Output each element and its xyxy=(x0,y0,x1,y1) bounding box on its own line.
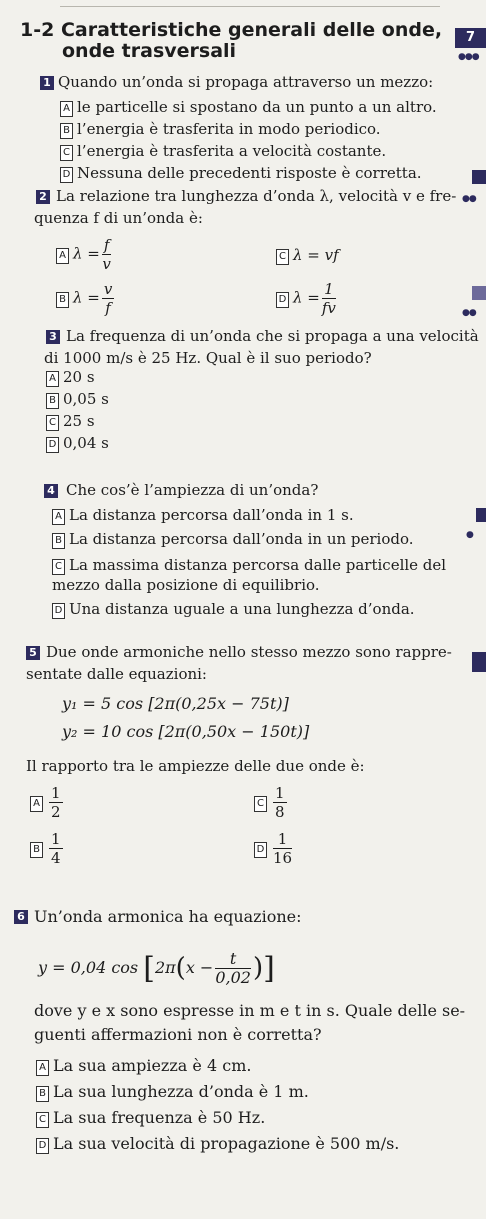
option-a[interactable]: A La sua ampiezza è 4 cm. xyxy=(36,1056,251,1076)
option-d[interactable]: D $\frac{1}{16}$ xyxy=(254,830,294,867)
question-stem: Il rapporto tra le ampiezze delle due onde è: xyxy=(26,757,365,775)
option-c[interactable]: C La sua frequenza è 50 Hz. xyxy=(36,1108,265,1128)
question-stem: Quando un’onda si propaga attraverso un mezzo: xyxy=(58,73,434,91)
question-number: 4 xyxy=(44,484,58,498)
option-b[interactable]: B La distanza percorsa dall’onda in un periodo. xyxy=(52,530,414,549)
question-number: 6 xyxy=(14,910,28,924)
option-c[interactable]: C l’energia è trasferita a velocità costante. xyxy=(60,142,386,161)
side-tab xyxy=(472,170,486,184)
option-c[interactable]: C 25 s xyxy=(46,412,95,431)
question-number: 5 xyxy=(26,646,40,660)
question-stem: La frequenza di un’onda che si propaga a una velocità xyxy=(66,327,479,345)
option-c[interactable]: C λ = vf xyxy=(276,246,339,265)
question-number: 3 xyxy=(46,330,60,344)
option-d[interactable]: D Una distanza uguale a una lunghezza d’onda. xyxy=(52,600,415,619)
dots-icon: ●●● xyxy=(458,52,479,62)
option-a[interactable]: A La distanza percorsa dall’onda in 1 s. xyxy=(52,506,354,525)
question-stem: dove y e x sono espresse in m e t in s. Quale delle se- xyxy=(34,1001,466,1020)
option-b[interactable]: B λ = $\frac{v}{f}$ xyxy=(56,280,116,317)
page-number-badge: 7 xyxy=(455,28,486,48)
option-d[interactable]: D 0,04 s xyxy=(46,434,109,453)
side-tab xyxy=(472,652,486,672)
option-b[interactable]: B l’energia è trasferita in modo periodico. xyxy=(60,120,381,139)
question-stem: quenza f di un’onda è: xyxy=(34,209,203,227)
question-stem: Un’onda armonica ha equazione: xyxy=(34,907,302,926)
option-a[interactable]: A $\frac{1}{2}$ xyxy=(30,784,65,821)
option-d[interactable]: D La sua velocità di propagazione è 500 m/s. xyxy=(36,1134,399,1154)
side-tab xyxy=(472,286,486,300)
dots-icon: ●● xyxy=(462,194,476,204)
option-c-continued: mezzo dalla posizione di equilibrio. xyxy=(52,576,320,594)
question-stem: La relazione tra lunghezza d’onda λ, velocità v e fre- xyxy=(56,187,457,205)
option-c[interactable]: C La massima distanza percorsa dalle particelle del xyxy=(52,556,446,575)
question-stem: Due onde armoniche nello stesso mezzo sono rappre- xyxy=(46,643,452,661)
question-stem: Che cos’è l’ampiezza di un’onda? xyxy=(66,481,319,499)
question-stem: guenti affermazioni non è corretta? xyxy=(34,1025,322,1044)
dots-icon: ●● xyxy=(462,308,476,318)
equation-y1: y₁ = 5 cos [2π(0,25x − 75t)] xyxy=(62,694,289,713)
option-d[interactable]: D Nessuna delle precedenti risposte è corretta. xyxy=(60,164,422,183)
equation-y2: y₂ = 10 cos [2π(0,50x − 150t)] xyxy=(62,722,310,741)
side-tab xyxy=(476,508,486,522)
option-b[interactable]: B $\frac{1}{4}$ xyxy=(30,830,65,867)
section-title: 1-2 Caratteristiche generali delle onde, onde trasversali xyxy=(20,19,443,62)
option-a[interactable]: A λ = $\frac{f}{v}$ xyxy=(56,236,113,273)
top-rule xyxy=(60,6,440,7)
option-a[interactable]: A le particelle si spostano da un punto a un altro. xyxy=(60,98,437,117)
equation-y: y = 0,04 cos [2π(x − $\frac{t}{0,02}$ )] xyxy=(38,949,275,987)
dots-icon: ● xyxy=(466,530,473,540)
option-b[interactable]: B La sua lunghezza d’onda è 1 m. xyxy=(36,1082,309,1102)
option-d[interactable]: D λ = $\frac{1}{fv}$ xyxy=(276,280,338,317)
option-a[interactable]: A 20 s xyxy=(46,368,95,387)
question-stem: sentate dalle equazioni: xyxy=(26,665,207,683)
option-c[interactable]: C $\frac{1}{8}$ xyxy=(254,784,289,821)
question-number: 1 xyxy=(40,76,54,90)
question-stem: di 1000 m/s è 25 Hz. Qual è il suo periodo? xyxy=(44,349,372,367)
question-number: 2 xyxy=(36,190,50,204)
option-b[interactable]: B 0,05 s xyxy=(46,390,109,409)
